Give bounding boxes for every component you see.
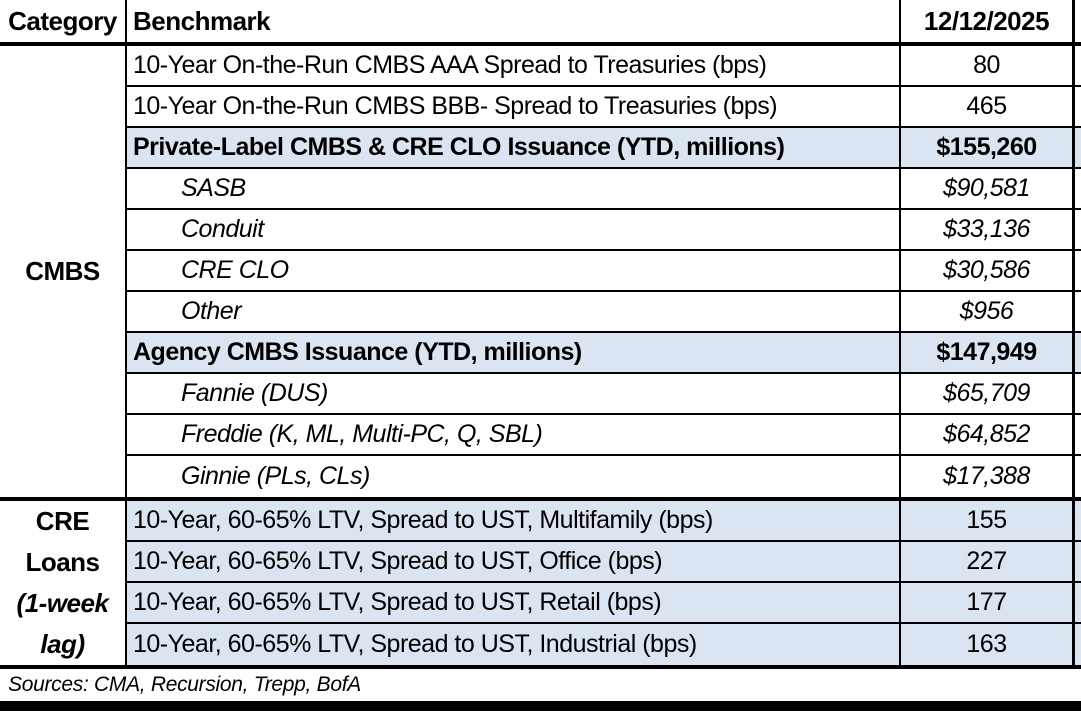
- cutoff-column-sliver: [1075, 46, 1081, 85]
- benchmark-value: 80: [899, 46, 1075, 85]
- category-label: CMBS: [25, 256, 100, 286]
- table-row: [127, 583, 1081, 624]
- cutoff-column-sliver: [1075, 456, 1081, 497]
- table-row-section-head: [127, 333, 1081, 374]
- section-rows: [127, 46, 1081, 497]
- cutoff-column-sliver: [1075, 374, 1081, 413]
- benchmark-label: SASB: [181, 174, 246, 202]
- benchmark-label: 10-Year, 60-65% LTV, Spread to UST, Industrial (bps): [133, 630, 697, 658]
- category-cell-cre-loans: [0, 501, 127, 665]
- benchmark-value: 177: [899, 583, 1075, 622]
- cutoff-column-sliver: [1075, 583, 1081, 622]
- benchmark-value: $33,136: [899, 210, 1075, 249]
- benchmark-value: $17,388: [899, 456, 1075, 497]
- cutoff-column-sliver: [1075, 292, 1081, 331]
- benchmark-label: Agency CMBS Issuance (YTD, millions): [133, 338, 582, 366]
- table-row: [127, 374, 1081, 415]
- benchmark-label: 10-Year On-the-Run CMBS BBB- Spread to Treasuries (bps): [133, 92, 778, 120]
- section-cre-loans: [0, 501, 1081, 669]
- cutoff-column-sliver: [1075, 128, 1081, 167]
- cutoff-column-sliver: [1075, 624, 1081, 665]
- benchmark-value: $90,581: [899, 169, 1075, 208]
- section-rows: [127, 501, 1081, 665]
- benchmark-value: 155: [899, 501, 1075, 540]
- cutoff-column-sliver: [1075, 542, 1081, 581]
- table-row: [127, 46, 1081, 87]
- benchmark-value: 227: [899, 542, 1075, 581]
- cutoff-column-sliver: [1075, 87, 1081, 126]
- table-row: [127, 542, 1081, 583]
- benchmark-value: $155,260: [899, 128, 1075, 167]
- category-cell-cmbs: [0, 46, 127, 497]
- table-row: [127, 87, 1081, 128]
- cutoff-column-sliver: [1075, 333, 1081, 372]
- table-row: [127, 415, 1081, 456]
- benchmark-label: 10-Year, 60-65% LTV, Spread to UST, Multifamily (bps): [133, 506, 713, 534]
- cutoff-column-sliver: [1075, 251, 1081, 290]
- bottom-rule: [0, 701, 1081, 711]
- table-row: [127, 251, 1081, 292]
- sources-note: Sources: CMA, Recursion, Trepp, BofA: [8, 673, 361, 696]
- benchmark-label: Freddie (K, ML, Multi-PC, Q, SBL): [181, 420, 543, 448]
- benchmark-label: Fannie (DUS): [181, 379, 328, 407]
- benchmark-value: $64,852: [899, 415, 1075, 454]
- benchmark-value: 465: [899, 87, 1075, 126]
- category-label: CRE Loans: [25, 506, 100, 577]
- benchmark-value: $956: [899, 292, 1075, 331]
- header-row: [0, 0, 1081, 46]
- table-row-section-head: [127, 128, 1081, 169]
- table-row: [127, 169, 1081, 210]
- benchmark-label: Conduit: [181, 215, 264, 243]
- benchmark-label: Other: [181, 297, 242, 325]
- cutoff-column-sliver: [1075, 169, 1081, 208]
- table-row: [127, 624, 1081, 665]
- category-note: (1-week lag): [16, 588, 109, 659]
- benchmark-label: Private-Label CMBS & CRE CLO Issuance (YTD, millions): [133, 133, 785, 161]
- table-row: [127, 292, 1081, 333]
- section-cmbs: [0, 46, 1081, 501]
- table-row: [127, 210, 1081, 251]
- benchmark-value: 163: [899, 624, 1075, 665]
- cutoff-column-sliver: [1075, 501, 1081, 540]
- benchmark-value: $30,586: [899, 251, 1075, 290]
- benchmark-label: 10-Year, 60-65% LTV, Spread to UST, Retail (bps): [133, 588, 662, 616]
- column-header-date: 12/12/2025: [899, 0, 1075, 42]
- column-header-benchmark: Benchmark: [133, 5, 271, 36]
- table-row: [127, 456, 1081, 497]
- benchmark-label: Ginnie (PLs, CLs): [181, 462, 370, 490]
- cutoff-column-sliver: [1075, 415, 1081, 454]
- benchmark-value: $65,709: [899, 374, 1075, 413]
- benchmark-value: $147,949: [899, 333, 1075, 372]
- column-header-category: Category: [0, 0, 127, 42]
- benchmark-label: 10-Year On-the-Run CMBS AAA Spread to Treasuries (bps): [133, 51, 767, 79]
- benchmark-label: CRE CLO: [181, 256, 289, 284]
- cutoff-column-sliver: [1075, 210, 1081, 249]
- benchmark-label: 10-Year, 60-65% LTV, Spread to UST, Office (bps): [133, 547, 663, 575]
- table-row: [127, 501, 1081, 542]
